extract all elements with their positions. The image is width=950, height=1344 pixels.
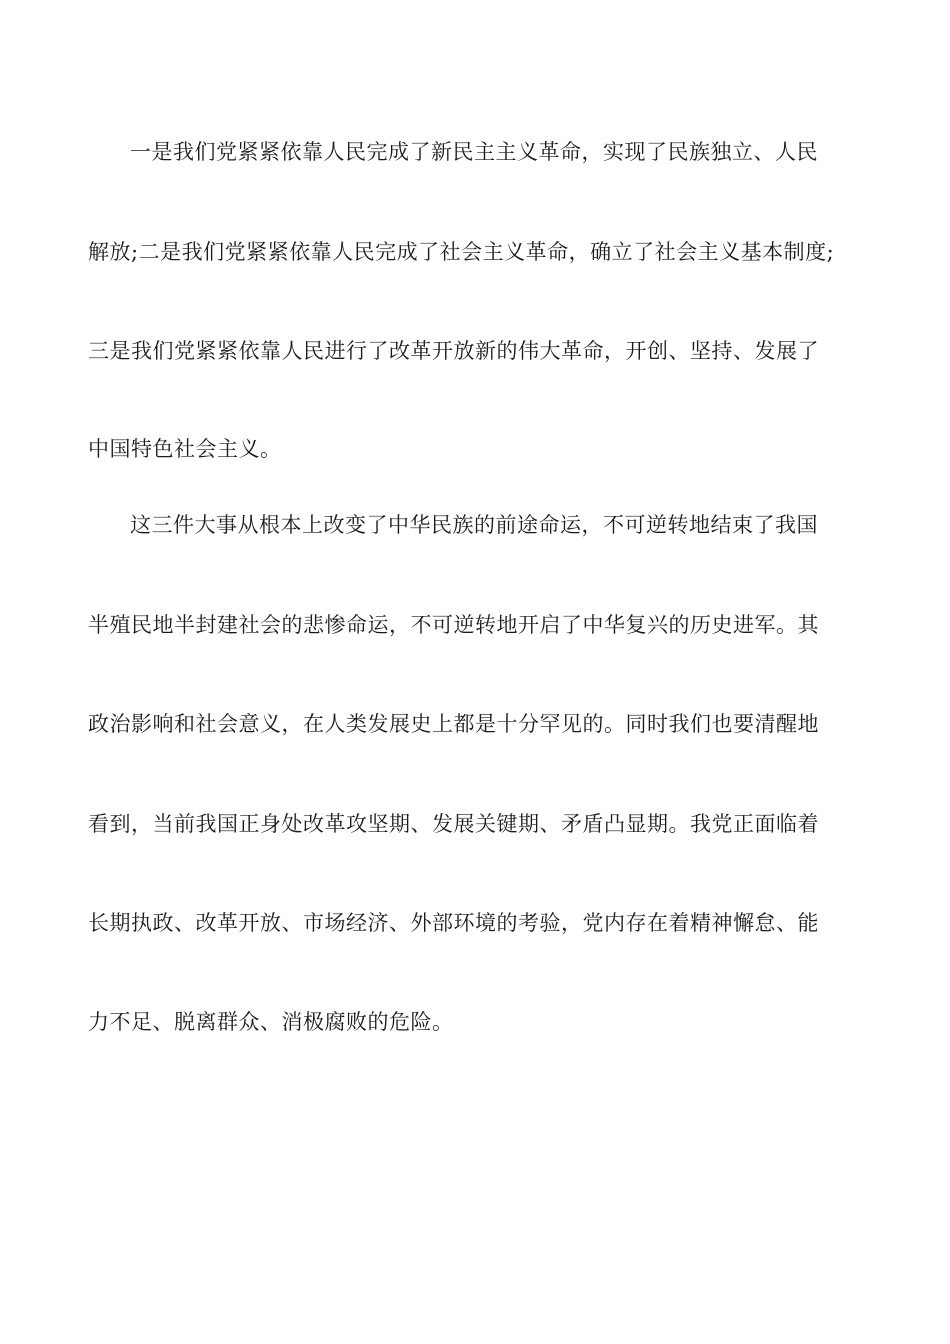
text-line: 力不足、脱离群众、消极腐败的危险。	[88, 1010, 454, 1034]
text-line: 长期执政、改革开放、市场经济、外部环境的考验，党内存在着精神懈怠、能	[88, 911, 819, 935]
text-line: 看到，当前我国正身处改革攻坚期、发展关键期、矛盾凸显期。我党正面临着	[88, 812, 819, 836]
text-line: 中国特色社会主义。	[88, 437, 282, 461]
text-line: 一是我们党紧紧依靠人民完成了新民主主义革命，实现了民族独立、人民	[130, 140, 818, 164]
text-line: 政治影响和社会意义，在人类发展史上都是十分罕见的。同时我们也要清醒地	[88, 712, 819, 736]
text-line: 解放;二是我们党紧紧依靠人民完成了社会主义革命，确立了社会主义基本制度;	[88, 240, 835, 264]
text-line: 这三件大事从根本上改变了中华民族的前途命运，不可逆转地结束了我国	[130, 513, 818, 537]
text-line: 三是我们党紧紧依靠人民进行了改革开放新的伟大革命，开创、坚持、发展了	[88, 339, 819, 363]
text-line: 半殖民地半封建社会的悲惨命运，不可逆转地开启了中华复兴的历史进军。其	[88, 613, 819, 637]
